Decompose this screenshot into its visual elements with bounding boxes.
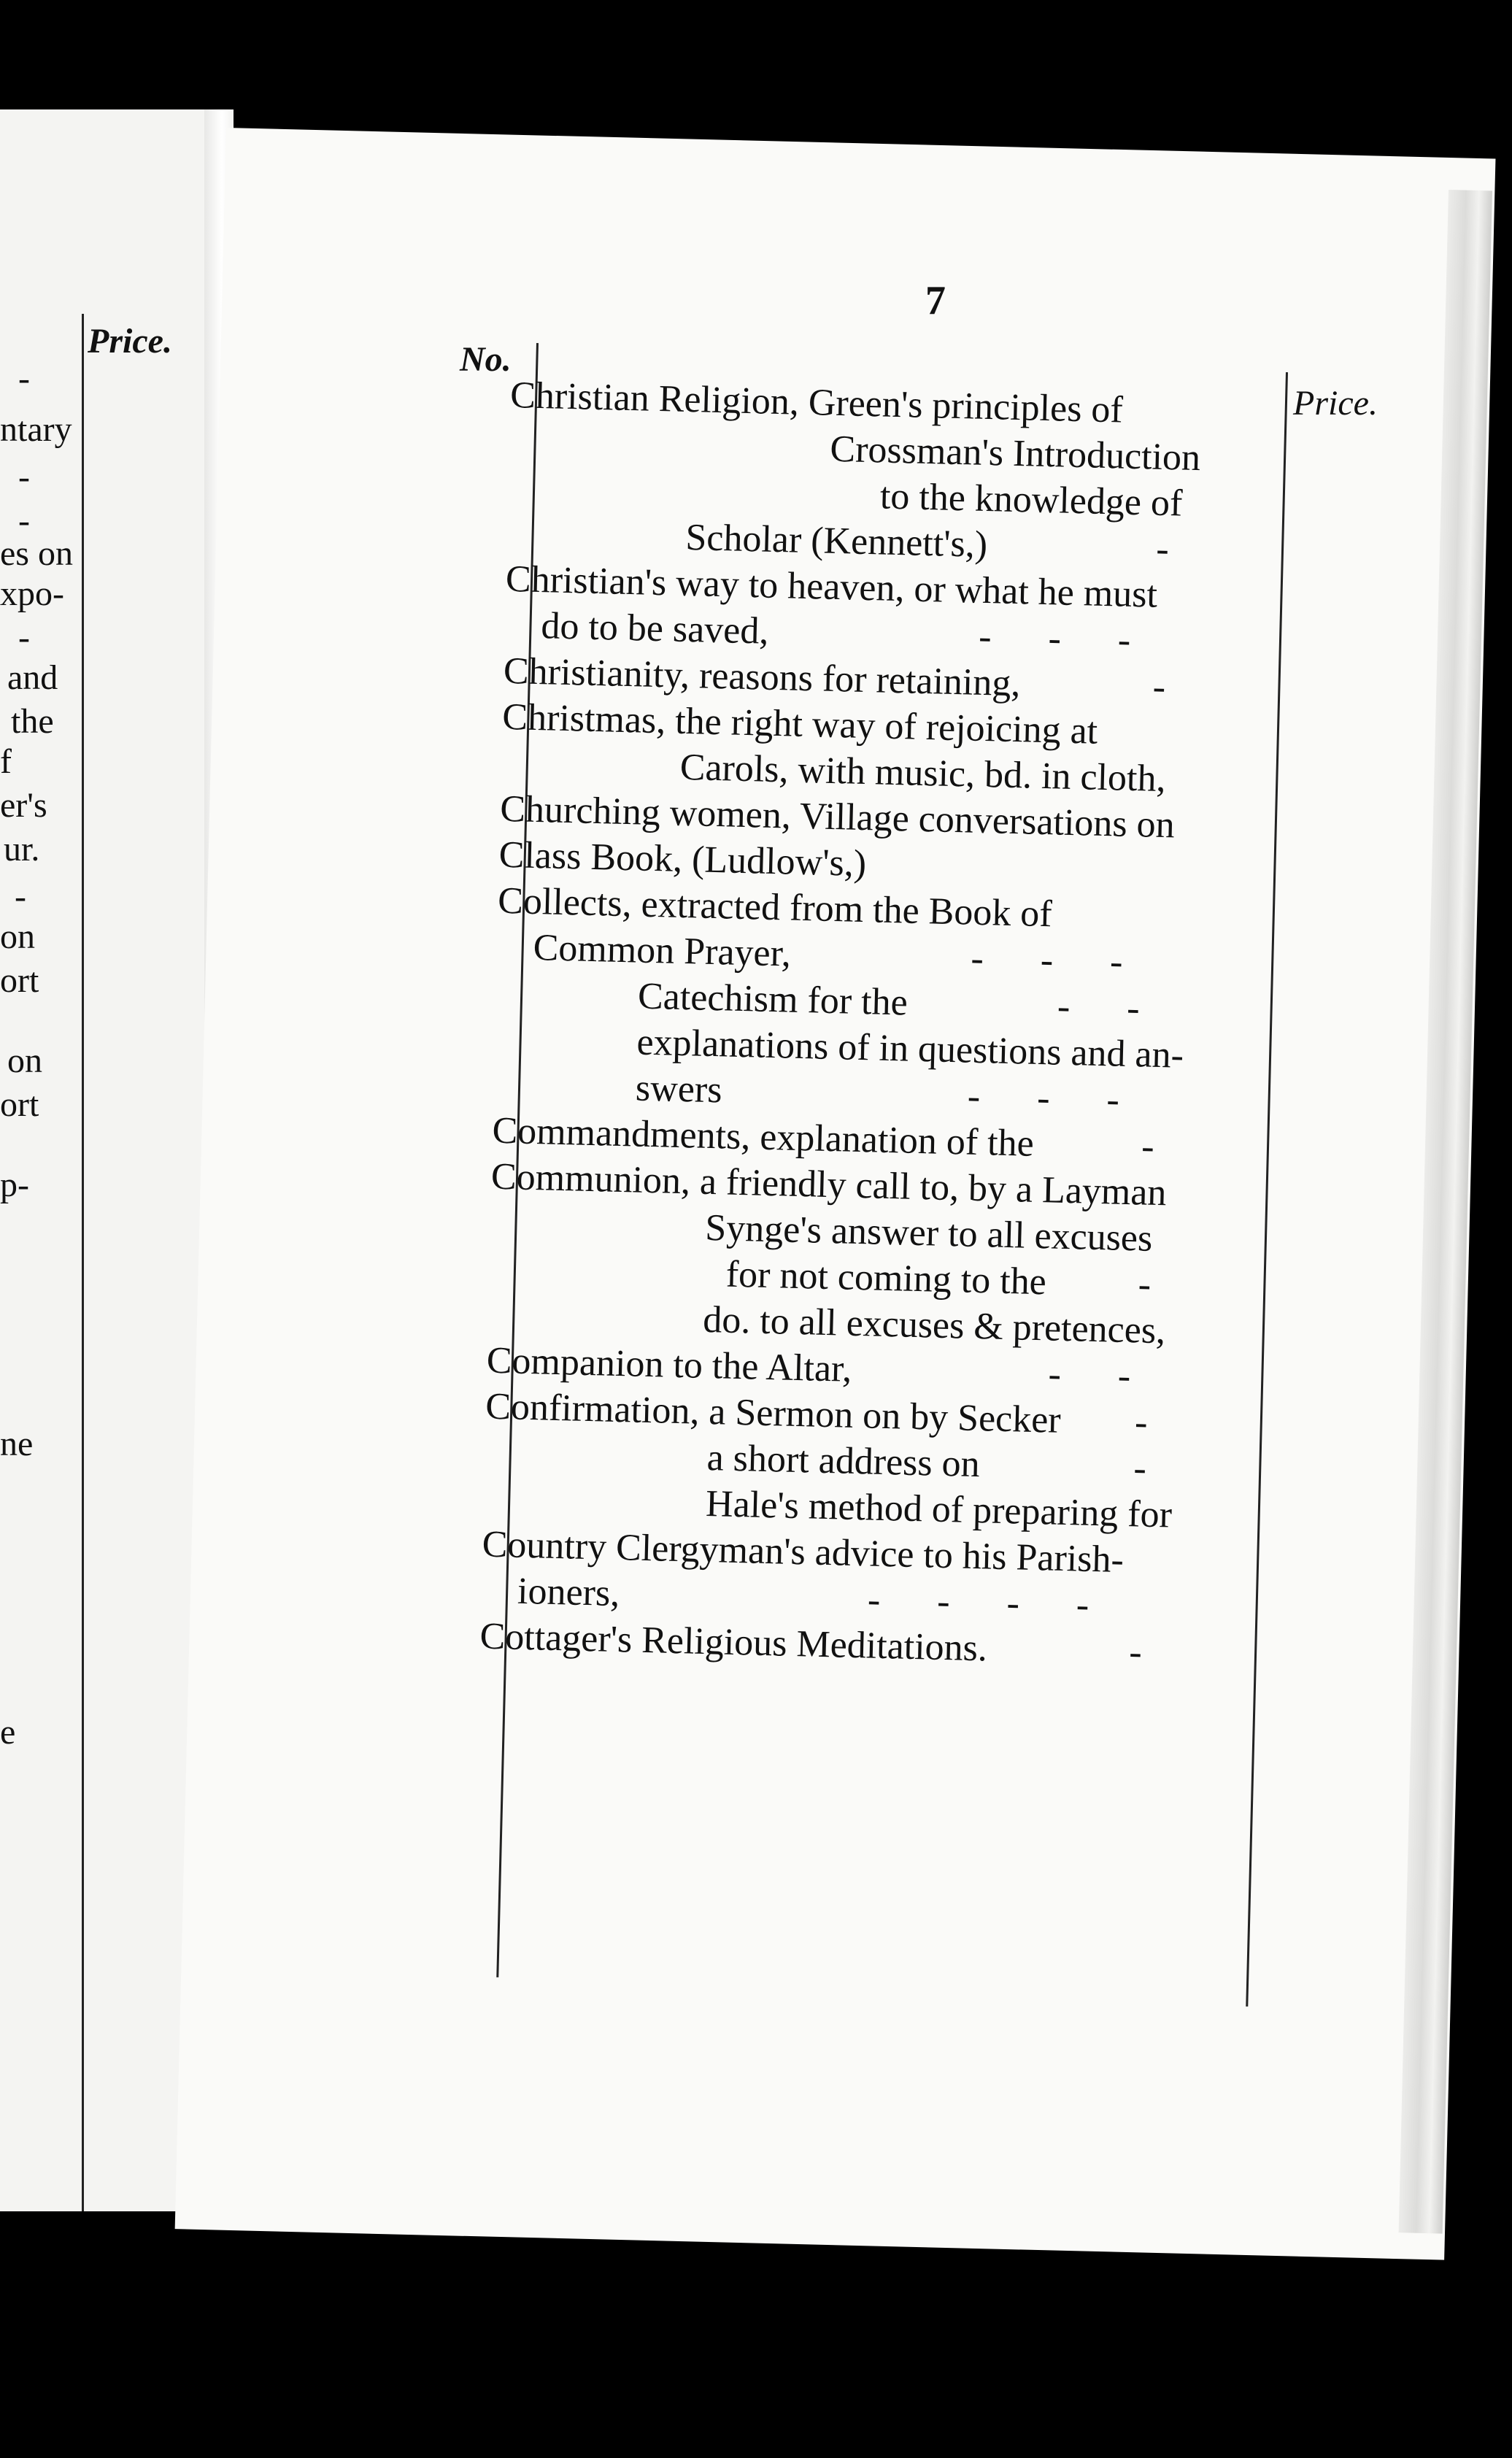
entry-title: Country Clergyman's advice to his Parish- — [482, 1523, 1125, 1581]
left-price-header: Price. — [88, 322, 172, 361]
entry-leader-dashes: - — [1141, 1125, 1155, 1168]
entry-title: swers — [635, 1067, 723, 1112]
left-text-fragment: e — [0, 1713, 16, 1752]
entry-title: Synge's answer to all excuses — [704, 1206, 1153, 1260]
entry-title: Crossman's Introduction — [829, 428, 1201, 479]
left-text-fragment: ntary — [0, 410, 72, 449]
entry-title: to the knowledge of — [879, 475, 1184, 525]
entry-title: Companion to the Altar, — [486, 1339, 852, 1390]
left-text-fragment: xpo- — [0, 574, 64, 613]
entry-leader-dashes: - - — [1057, 985, 1141, 1030]
entry-title: Hale's method of preparing for — [705, 1482, 1173, 1536]
left-text-fragment: f — [0, 742, 12, 781]
left-text-fragment: ne — [0, 1425, 34, 1463]
entry-title: Communion, a friendly call to, by a Layman — [490, 1155, 1168, 1214]
entry-leader-dashes: - - - — [970, 937, 1124, 983]
entry-title: do to be saved, — [540, 605, 770, 652]
left-text-fragment: p- — [0, 1166, 29, 1204]
entry-leader-dashes: - - — [1047, 1353, 1131, 1398]
left-column-rule — [82, 314, 84, 2211]
entry-title: a short address on — [706, 1437, 981, 1486]
entry-title: Christian's way to heaven, or what he must — [505, 558, 1158, 616]
left-text-fragment: ort — [0, 1085, 39, 1124]
left-text-fragment: on — [7, 1041, 42, 1080]
column-header-no: No. — [460, 340, 512, 379]
left-text-fragment: on — [0, 917, 35, 956]
left-text-fragment: ur. — [4, 830, 40, 868]
entry-title: Christmas, the right way of rejoicing at — [501, 696, 1098, 752]
entry-title: Common Prayer, — [533, 926, 792, 975]
entry-leader-dashes: - — [1134, 1401, 1149, 1444]
left-text-fragment: er's — [0, 786, 47, 825]
entry-title: ioners, — [517, 1570, 620, 1615]
entry-leader-dashes: - - - — [967, 1075, 1120, 1121]
left-text-fragment: - — [18, 618, 30, 657]
left-text-fragment: - — [18, 501, 30, 540]
entry-title: Scholar (Kennett's,) — [684, 516, 988, 566]
entry-leader-dashes: - — [1138, 1263, 1152, 1306]
entry-title: Commandments, explanation of the — [491, 1109, 1035, 1165]
entry-title: Cottager's Religious Meditations. — [479, 1615, 988, 1670]
entry-title: Christian Religion, Green's principles of — [509, 374, 1124, 431]
entry-title: Class Book, (Ludlow's,) — [498, 833, 867, 885]
entry-leader-dashes: - — [1128, 1631, 1143, 1673]
left-text-fragment: - — [18, 359, 30, 398]
entry-leader-dashes: - — [1152, 666, 1166, 709]
left-text-fragment: ort — [0, 961, 39, 1000]
entry-leader-dashes: - - - - — [867, 1579, 1089, 1626]
column-header-price: Price. — [1293, 384, 1378, 423]
entry-title: Christianity, reasons for retaining, — [503, 650, 1022, 705]
entry-title: Churching women, Village conversations on — [499, 787, 1176, 847]
left-text-fragment: - — [15, 877, 26, 916]
entry-title: Carols, with music, bd. in cloth, — [679, 746, 1167, 801]
entry-title: explanations of in questions and an- — [636, 1021, 1184, 1076]
left-text-fragment: the — [11, 702, 54, 741]
left-text-fragment: es on — [0, 534, 73, 573]
entry-title: Catechism for the — [637, 975, 909, 1024]
entry-leader-dashes: - - - — [978, 615, 1131, 661]
entry-leader-dashes: - — [1133, 1447, 1147, 1490]
left-text-fragment: and — [7, 658, 58, 697]
catalogue-entries — [479, 372, 1277, 1678]
page-number: 7 — [925, 278, 946, 323]
entry-title: do. to all excuses & pretences, — [702, 1298, 1166, 1352]
left-text-fragment: - — [18, 458, 30, 496]
entry-leader-dashes: - — [1155, 528, 1170, 571]
entry-title: Collects, extracted from the Book of — [497, 879, 1053, 936]
entry-title: Confirmation, a Sermon on by Secker — [485, 1385, 1062, 1441]
entry-title: for not coming to the — [725, 1253, 1047, 1303]
